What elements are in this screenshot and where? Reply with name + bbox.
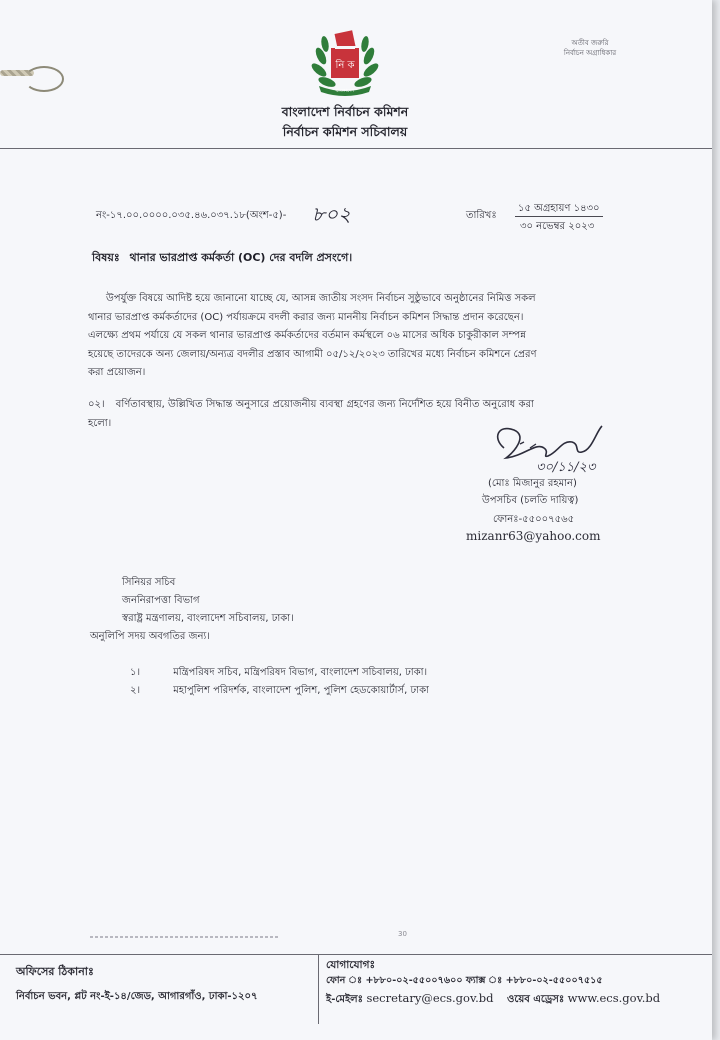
page-mark: 30 bbox=[398, 930, 407, 938]
subject-line bbox=[92, 249, 352, 268]
signatory-name: (মোঃ মিজানুর রহমান) bbox=[488, 478, 577, 489]
paragraph-2-line: বর্ণিতাবস্থায়, উল্লিখিত সিদ্ধান্ত অনুসারে প্রয়োজনীয় ব্যবস্থা গ্রহণের জন্য নির্দেশিত হয়ে বিনীত অনুরোধ করা bbox=[115, 399, 534, 410]
copies-heading: অনুলিপি সদয় অবগতির জন্য। bbox=[90, 631, 210, 642]
paragraph-1-line: করা প্রয়োজন। bbox=[88, 367, 146, 378]
paragraph-1-line: উপর্যুক্ত বিষয়ে আদিষ্ট হয়ে জানানো যাচ্ছে যে, আসন্ন জাতীয় সংসদ নির্বাচন সুষ্ঠুভাবে অনুষ্ঠানের নিমিত্ত সকল bbox=[106, 293, 536, 304]
memo-serial-handwritten: ৮০২ bbox=[312, 202, 351, 226]
subject-label: বিষয়ঃ bbox=[92, 251, 120, 264]
memo-number: নং-১৭.০০.০০০০.০৩৫.৪৬.০৩৭.১৮(অংশ-৫)- bbox=[96, 210, 287, 221]
print-mark bbox=[90, 936, 280, 938]
footer-phone-fax: ফোন ঃ +৮৮০-০২-৫৫০০৭৬০০ ফ্যাক্স ঃ +৮৮০-০২-৫৫০০৭৫১৫ bbox=[326, 975, 603, 986]
copy-item-text: মহাপুলিশ পরিদর্শক, বাংলাদেশ পুলিশ, পুলিশ হেডকোয়ার্টার্স, ঢাকা bbox=[173, 685, 429, 696]
paragraph-1 bbox=[88, 290, 618, 383]
footer-web[interactable]: www.ecs.gov.bd bbox=[567, 991, 661, 1005]
footer-email-web bbox=[326, 991, 660, 1009]
date-label: তারিখঃ bbox=[466, 210, 497, 221]
paragraph-1-line: হয়েছে তাদেরকে অন্য জেলায়/অন্যত্র বদলীর প্রস্তাব আগামী ০৫/১২/২০২৩ তারিখের মধ্যে নির্বাচন কমিশনে প্রেরণ bbox=[88, 348, 537, 360]
recipient-division: জননিরাপত্তা বিভাগ bbox=[122, 595, 200, 606]
footer-divider bbox=[0, 954, 712, 955]
header-divider bbox=[0, 148, 712, 149]
recipient-block bbox=[122, 574, 294, 628]
footer-email-label: ই-মেইলঃ bbox=[326, 994, 363, 1005]
signatory-phone: ফোনঃ-৫৫০০৭৫৬৫ bbox=[493, 514, 575, 525]
paragraph-1-line: থানার ভারপ্রাপ্ত কর্মকর্তাদের (OC) পর্যায়ক্রমে বদলী করার জন্য মাননীয় নির্বাচন কমিশন সিদ্ধান্ত প্রদান করেছেন। bbox=[88, 311, 524, 323]
date-gregorian: ৩০ নভেম্বর ২০২৩ bbox=[520, 221, 595, 232]
paragraph-2-number: ০২। bbox=[88, 399, 105, 410]
secretariat-name: নির্বাচন কমিশন সচিবালয় bbox=[282, 124, 408, 139]
org-name: বাংলাদেশ নির্বাচন কমিশন bbox=[281, 104, 409, 119]
copies-list bbox=[130, 664, 429, 700]
copy-item-number: ১। bbox=[130, 667, 141, 678]
paragraph-1-line: এলক্ষ্যে প্রথম পর্যায়ে যে সকল থানার ভারপ্রাপ্ত কর্মকর্তাদের বর্তমান কর্মস্থলে ০৬ মাসের অধিক চাকুরীকাল সম্পন্ন bbox=[88, 330, 526, 341]
footer-vertical-divider bbox=[318, 954, 319, 1024]
footer-web-label: ওয়েব এড্রেসঃ bbox=[506, 994, 565, 1005]
binder-ring bbox=[24, 66, 64, 92]
copy-item-text: মন্ত্রিপরিষদ সচিব, মন্ত্রিপরিষদ বিভাগ, বাংলাদেশ সচিবালয়, ঢাকা। bbox=[173, 667, 428, 678]
copy-item bbox=[130, 664, 429, 682]
subject-text: থানার ভারপ্রাপ্ত কর্মকর্তা (OC) দের বদলি প্রসংগে। bbox=[129, 251, 353, 264]
classification-stamp bbox=[560, 38, 620, 58]
emblem-ribbon-text: বাংলাদেশ bbox=[335, 88, 355, 94]
election-commission-emblem bbox=[311, 26, 379, 96]
copy-item-number: ২। bbox=[130, 685, 141, 696]
signatory-email: mizanr63@yahoo.com bbox=[466, 529, 601, 543]
signature-date: ৩০/১১/২৩ bbox=[536, 460, 596, 475]
recipient-title: সিনিয়র সচিব bbox=[122, 577, 176, 588]
recipient-ministry: স্বরাষ্ট্র মন্ত্রণালয়, বাংলাদেশ সচিবালয়, ঢাকা। bbox=[122, 613, 294, 624]
date-bengali: ১৫ অগ্রহায়ণ ১৪৩০ bbox=[518, 203, 600, 214]
classification-line-1: অতীব জরুরি bbox=[571, 39, 609, 47]
paragraph-2-line: হলো। bbox=[88, 417, 112, 429]
classification-line-2: নির্বাচন অগ্রাধিকার bbox=[563, 49, 617, 57]
date-separator bbox=[515, 216, 603, 217]
office-address-label: অফিসের ঠিকানাঃ bbox=[16, 965, 94, 978]
footer-email[interactable]: secretary@ecs.gov.bd bbox=[366, 991, 494, 1005]
emblem-letters: নি ক bbox=[335, 60, 355, 71]
signatory-designation: উপসচিব (চলতি দায়িত্ব) bbox=[482, 495, 579, 506]
office-address: নির্বাচন ভবন, প্লট নং-ই-১৪/জেড, আগারগাঁও, ঢাকা-১২০৭ bbox=[16, 991, 258, 1002]
copy-item bbox=[130, 682, 429, 700]
contact-label: যোগাযোগঃ bbox=[326, 959, 376, 971]
